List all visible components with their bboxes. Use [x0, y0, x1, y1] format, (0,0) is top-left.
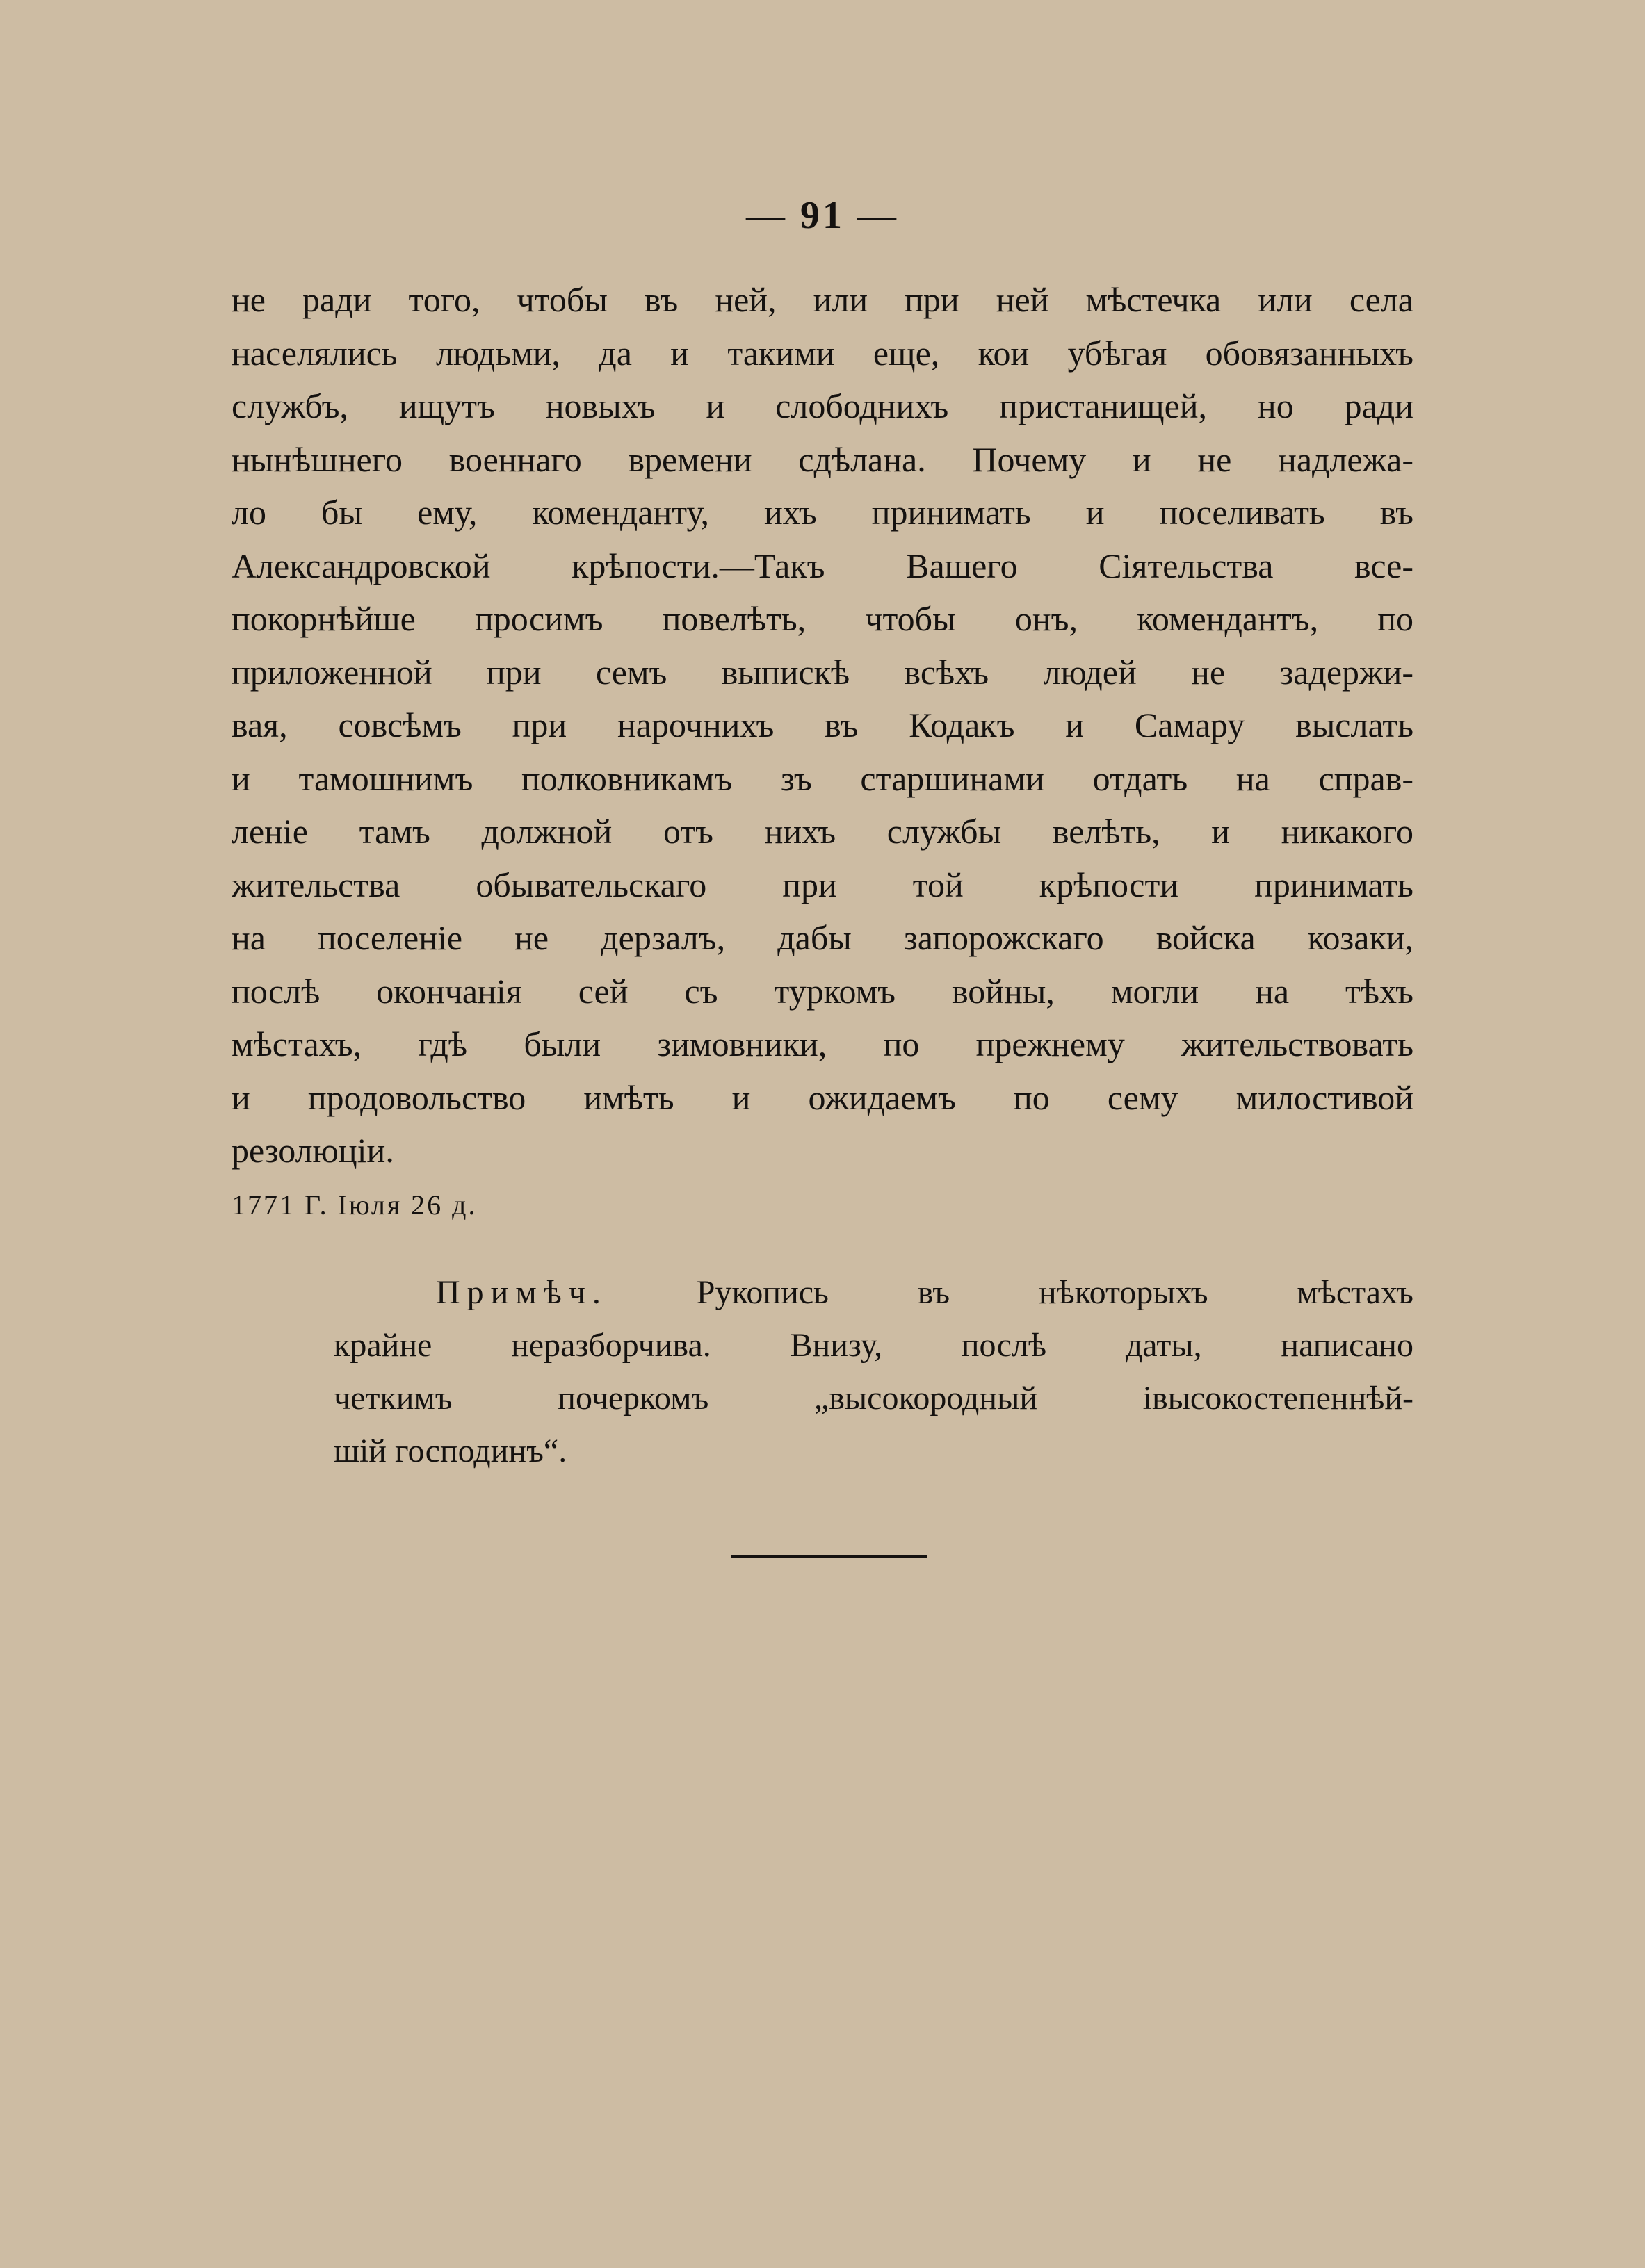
text-line: нынѣшнего военнаго времени сдѣлана. Почему и не надлежа-	[232, 439, 1413, 479]
note-line: четкимъ почеркомъ „высокородный івысокостепеннѣй-	[334, 1380, 1413, 1417]
text-line: вая, совсѣмъ при нарочнихъ въ Кодакъ и Самару выслать	[232, 705, 1413, 744]
end-rule-divider	[731, 1555, 927, 1558]
text-line: Александровской крѣпости.—Такъ Вашего Сіятельства все-	[232, 546, 1413, 585]
note-line: крайне неразборчива. Внизу, послѣ даты, написано	[334, 1327, 1413, 1364]
text-line: и продовольство имѣть и ожидаемъ по сему милостивой	[232, 1077, 1413, 1117]
text-line: и тамошнимъ полковникамъ зъ старшинами отдать на справ-	[232, 758, 1413, 798]
note-line	[334, 1266, 1413, 1319]
text-line: жительства обывательскаго при той крѣпости принимать	[232, 865, 1413, 904]
text-line: леніе тамъ должной отъ нихъ службы велѣть, и никакого	[232, 812, 1413, 851]
text-line: мѣстахъ, гдѣ были зимовники, по прежнему жительствовать	[232, 1025, 1413, 1063]
note-text: Рукопись въ нѣкоторыхъ мѣстахъ	[607, 1274, 1413, 1311]
text-line: населялись людьми, да и такими еще, кои убѣгая обовязанныхъ	[232, 333, 1413, 373]
text-line: на поселеніе не дерзалъ, дабы запорожскаго войска козаки,	[232, 918, 1413, 957]
text-line: не ради того, чтобы въ ней, или при ней мѣстечка или села	[232, 280, 1413, 319]
text-line: покорнѣйше просимъ повелѣть, чтобы онъ, комендантъ, по	[232, 599, 1413, 638]
document-date: 1771 Г. Іюля 26 д.	[232, 1189, 478, 1221]
text-line: послѣ окончанія сей съ туркомъ войны, могли на тѣхъ	[232, 971, 1413, 1011]
editor-note	[334, 1266, 1413, 1478]
text-line: ло бы ему, коменданту, ихъ принимать и поселивать въ	[232, 493, 1413, 532]
text-line: приложенной при семъ выпискѣ всѣхъ людей не задержи-	[232, 652, 1413, 692]
text-line: резолюціи.	[232, 1131, 394, 1170]
main-text	[232, 273, 1413, 1177]
text-line: службъ, ищутъ новыхъ и слободнихъ пристанищей, но ради	[232, 386, 1413, 425]
note-line: шій господинъ“.	[334, 1433, 567, 1469]
note-label: Примѣч.	[436, 1274, 608, 1311]
page-number: — 91 —	[746, 194, 899, 237]
